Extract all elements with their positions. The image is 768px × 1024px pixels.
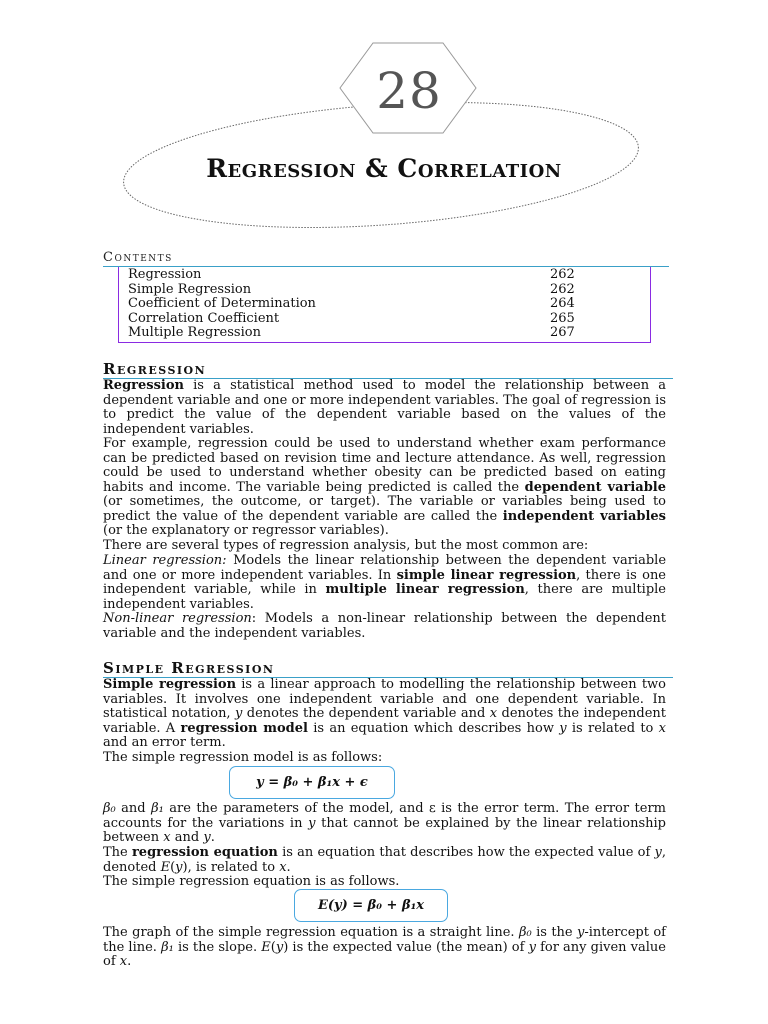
paragraph: Regression is a statistical method used to model the relationship between a dependent variable and one or more independent variables. The goal of regression is to predict the value of the dependent variable based on the values of the independent variables. [103, 378, 666, 437]
toc-label: Correlation Coefficient [128, 311, 280, 326]
toc-item[interactable] [128, 283, 578, 297]
paragraph: For example, regression could be used to understand whether exam performance can be predicted based on revision time and lecture attendance. As well, regression could be used to understand whether obesity can be predicted based on eating habits and income. The variable being predicted is called the dependent variable (or sometimes, the outcome, or target). The variable or variables being used to predict the value of the dependent variable are called the independent variables (or the explanatory or regressor variables). [103, 436, 666, 538]
paragraph: Simple regression is a linear approach to modelling the relationship between two variables. It involves one independent variable and one dependent variable. In statistical notation, y denotes the dependent variable and x denotes the independent variable. A regression model is an equation which describes how y is related to x and an error term. [103, 677, 667, 750]
section-heading-simple-regression: Simple Regression [103, 659, 275, 677]
toc-item[interactable] [128, 268, 578, 282]
equation-regression-equation: E(y) = β₀ + β₁x [294, 889, 448, 922]
toc-page: 265 [550, 311, 575, 326]
paragraph: Linear regression: Models the linear relationship between the dependent variable and one or more independent variables. In simple linear regression, there is one independent variable, while in multiple linear regression, there are multiple independent variables. [103, 553, 667, 612]
chapter-header-decoration [0, 0, 768, 260]
toc-item[interactable] [128, 312, 578, 326]
toc-label: Regression [128, 267, 202, 282]
toc-page: 264 [550, 296, 575, 311]
paragraph: The simple regression model is as follows: [103, 750, 383, 765]
paragraph: The simple regression equation is as follows. [103, 874, 400, 889]
toc-label: Simple Regression [128, 282, 252, 297]
toc-item[interactable] [128, 326, 578, 340]
toc-label: Coefficient of Determination [128, 296, 316, 311]
section-heading-regression: Regression [103, 360, 207, 378]
paragraph: β₀ and β₁ are the parameters of the model, and ε is the error term. The error term accounts for the variations in y that cannot be explained by the linear relationship between x and y. [103, 801, 666, 845]
toc-label: Multiple Regression [128, 325, 261, 340]
toc-item[interactable] [128, 297, 578, 311]
toc-page: 262 [550, 267, 575, 282]
chapter-number: 28 [376, 62, 442, 120]
toc-page: 262 [550, 282, 575, 297]
paragraph: The graph of the simple regression equation is a straight line. β₀ is the y-intercept of the line. β₁ is the slope. E(y) is the expected value (the mean) of y for any given value of x. [103, 925, 667, 969]
contents-title: Contents [103, 250, 173, 265]
chapter-title: Regression & Correlation [206, 154, 562, 183]
equation-regression-model: y = β₀ + β₁x + ϵ [229, 766, 395, 799]
toc-page: 267 [550, 325, 575, 340]
paragraph: There are several types of regression analysis, but the most common are: [103, 538, 589, 553]
paragraph: Non-linear regression: Models a non-linear relationship between the dependent variable and the independent variables. [103, 611, 666, 641]
paragraph: The regression equation is an equation that describes how the expected value of y, denoted E(y), is related to x. [103, 845, 667, 875]
